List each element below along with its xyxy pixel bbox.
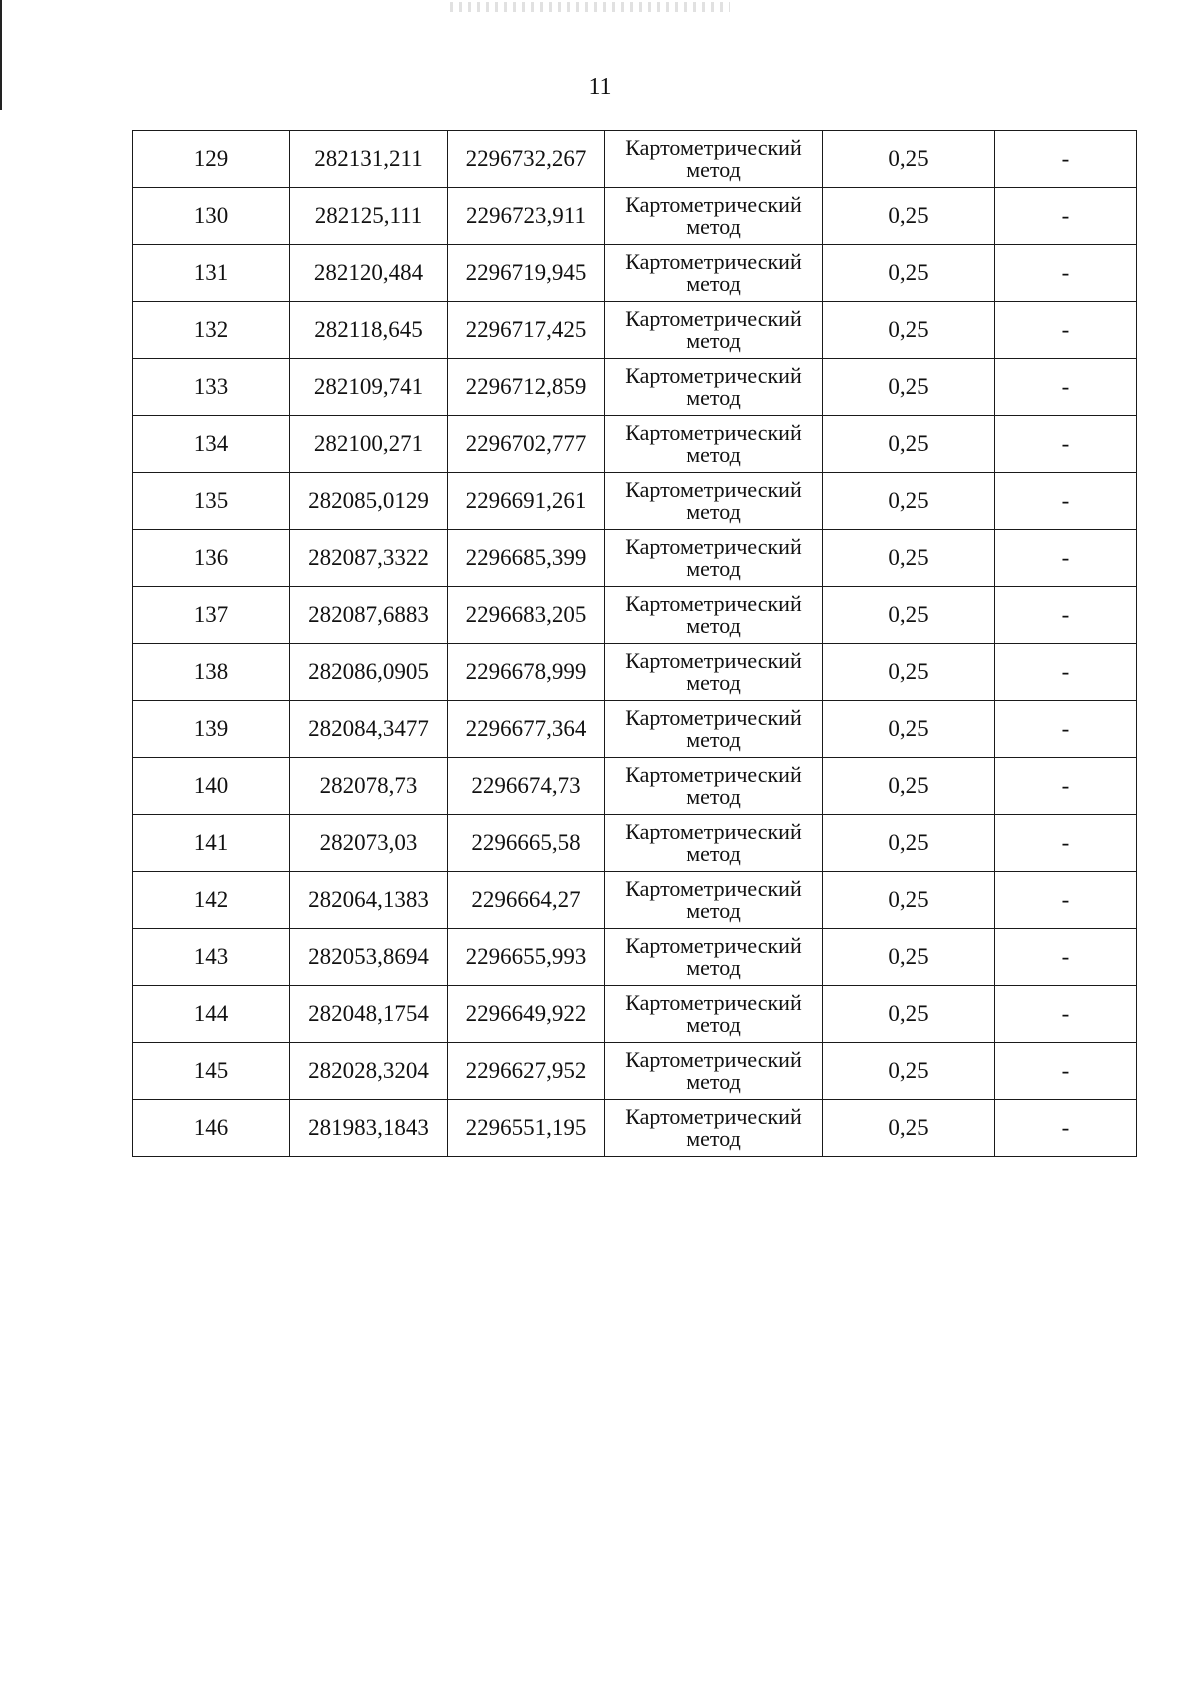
accuracy-cell: 0,25 xyxy=(823,188,995,245)
table-row xyxy=(133,188,1137,245)
accuracy-cell: 0,25 xyxy=(823,359,995,416)
table-row xyxy=(133,530,1137,587)
table-row xyxy=(133,1043,1137,1100)
method-cell xyxy=(605,587,823,644)
description-cell: - xyxy=(995,758,1137,815)
method-cell xyxy=(605,131,823,188)
y-coordinate-cell: 2296674,73 xyxy=(448,758,605,815)
method-line-2: метод xyxy=(686,157,741,182)
y-coordinate-cell: 2296627,952 xyxy=(448,1043,605,1100)
method-cell xyxy=(605,359,823,416)
description-cell: - xyxy=(995,701,1137,758)
method-cell xyxy=(605,1043,823,1100)
accuracy-cell: 0,25 xyxy=(823,530,995,587)
accuracy-cell: 0,25 xyxy=(823,644,995,701)
description-cell: - xyxy=(995,929,1137,986)
method-line-2: метод xyxy=(686,214,741,239)
table-row xyxy=(133,359,1137,416)
point-number-cell: 146 xyxy=(133,1100,290,1157)
point-number-cell: 136 xyxy=(133,530,290,587)
method-line-2: метод xyxy=(686,556,741,581)
point-number-cell: 132 xyxy=(133,302,290,359)
table-row xyxy=(133,986,1137,1043)
accuracy-cell: 0,25 xyxy=(823,701,995,758)
table-row xyxy=(133,758,1137,815)
method-line-2: метод xyxy=(686,727,741,752)
method-line-1: Картометрический xyxy=(625,477,802,502)
method-line-2: метод xyxy=(686,841,741,866)
point-number-cell: 144 xyxy=(133,986,290,1043)
y-coordinate-cell: 2296685,399 xyxy=(448,530,605,587)
method-cell xyxy=(605,1100,823,1157)
method-cell xyxy=(605,473,823,530)
description-cell: - xyxy=(995,530,1137,587)
point-number-cell: 143 xyxy=(133,929,290,986)
method-line-1: Картометрический xyxy=(625,420,802,445)
method-line-1: Картометрический xyxy=(625,192,802,217)
description-cell: - xyxy=(995,473,1137,530)
y-coordinate-cell: 2296678,999 xyxy=(448,644,605,701)
x-coordinate-cell: 282028,3204 xyxy=(290,1043,448,1100)
x-coordinate-cell: 282087,3322 xyxy=(290,530,448,587)
x-coordinate-cell: 282048,1754 xyxy=(290,986,448,1043)
description-cell: - xyxy=(995,587,1137,644)
description-cell: - xyxy=(995,815,1137,872)
x-coordinate-cell: 282087,6883 xyxy=(290,587,448,644)
point-number-cell: 133 xyxy=(133,359,290,416)
accuracy-cell: 0,25 xyxy=(823,587,995,644)
table-row xyxy=(133,644,1137,701)
method-line-1: Картометрический xyxy=(625,705,802,730)
point-number-cell: 134 xyxy=(133,416,290,473)
description-cell: - xyxy=(995,1100,1137,1157)
method-line-2: метод xyxy=(686,784,741,809)
method-line-1: Картометрический xyxy=(625,135,802,160)
accuracy-cell: 0,25 xyxy=(823,929,995,986)
point-number-cell: 129 xyxy=(133,131,290,188)
method-line-1: Картометрический xyxy=(625,534,802,559)
y-coordinate-cell: 2296712,859 xyxy=(448,359,605,416)
table-row xyxy=(133,131,1137,188)
point-number-cell: 139 xyxy=(133,701,290,758)
table-row xyxy=(133,587,1137,644)
method-line-2: метод xyxy=(686,328,741,353)
x-coordinate-cell: 282125,111 xyxy=(290,188,448,245)
method-line-1: Картометрический xyxy=(625,876,802,901)
point-number-cell: 141 xyxy=(133,815,290,872)
y-coordinate-cell: 2296683,205 xyxy=(448,587,605,644)
x-coordinate-cell: 282085,0129 xyxy=(290,473,448,530)
point-number-cell: 131 xyxy=(133,245,290,302)
method-cell xyxy=(605,188,823,245)
table-row xyxy=(133,1100,1137,1157)
method-cell xyxy=(605,644,823,701)
table-row xyxy=(133,473,1137,530)
scan-noise xyxy=(450,2,730,12)
description-cell: - xyxy=(995,188,1137,245)
method-cell xyxy=(605,929,823,986)
point-number-cell: 140 xyxy=(133,758,290,815)
method-line-1: Картометрический xyxy=(625,933,802,958)
method-line-2: метод xyxy=(686,1012,741,1037)
accuracy-cell: 0,25 xyxy=(823,815,995,872)
description-cell: - xyxy=(995,245,1137,302)
description-cell: - xyxy=(995,359,1137,416)
accuracy-cell: 0,25 xyxy=(823,302,995,359)
method-cell xyxy=(605,815,823,872)
y-coordinate-cell: 2296655,993 xyxy=(448,929,605,986)
method-line-2: метод xyxy=(686,1126,741,1151)
y-coordinate-cell: 2296551,195 xyxy=(448,1100,605,1157)
method-line-2: метод xyxy=(686,898,741,923)
page-number: 11 xyxy=(588,74,612,100)
accuracy-cell: 0,25 xyxy=(823,986,995,1043)
method-line-1: Картометрический xyxy=(625,648,802,673)
y-coordinate-cell: 2296723,911 xyxy=(448,188,605,245)
method-line-1: Картометрический xyxy=(625,819,802,844)
method-cell xyxy=(605,872,823,929)
method-line-2: метод xyxy=(686,271,741,296)
table-row xyxy=(133,302,1137,359)
x-coordinate-cell: 282064,1383 xyxy=(290,872,448,929)
method-line-2: метод xyxy=(686,613,741,638)
point-number-cell: 142 xyxy=(133,872,290,929)
description-cell: - xyxy=(995,302,1137,359)
method-line-2: метод xyxy=(686,385,741,410)
table-row xyxy=(133,929,1137,986)
accuracy-cell: 0,25 xyxy=(823,1043,995,1100)
description-cell: - xyxy=(995,1043,1137,1100)
x-coordinate-cell: 282100,271 xyxy=(290,416,448,473)
y-coordinate-cell: 2296664,27 xyxy=(448,872,605,929)
table-row xyxy=(133,245,1137,302)
method-cell xyxy=(605,302,823,359)
point-number-cell: 135 xyxy=(133,473,290,530)
description-cell: - xyxy=(995,416,1137,473)
y-coordinate-cell: 2296719,945 xyxy=(448,245,605,302)
point-number-cell: 145 xyxy=(133,1043,290,1100)
x-coordinate-cell: 282078,73 xyxy=(290,758,448,815)
method-line-2: метод xyxy=(686,442,741,467)
point-number-cell: 138 xyxy=(133,644,290,701)
y-coordinate-cell: 2296677,364 xyxy=(448,701,605,758)
method-cell xyxy=(605,530,823,587)
accuracy-cell: 0,25 xyxy=(823,473,995,530)
method-line-1: Картометрический xyxy=(625,591,802,616)
method-line-1: Картометрический xyxy=(625,306,802,331)
method-cell xyxy=(605,245,823,302)
description-cell: - xyxy=(995,131,1137,188)
x-coordinate-cell: 282053,8694 xyxy=(290,929,448,986)
method-line-1: Картометрический xyxy=(625,762,802,787)
method-line-2: метод xyxy=(686,670,741,695)
method-line-2: метод xyxy=(686,499,741,524)
point-number-cell: 137 xyxy=(133,587,290,644)
y-coordinate-cell: 2296665,58 xyxy=(448,815,605,872)
y-coordinate-cell: 2296691,261 xyxy=(448,473,605,530)
y-coordinate-cell: 2296717,425 xyxy=(448,302,605,359)
x-coordinate-cell: 282118,645 xyxy=(290,302,448,359)
point-number-cell: 130 xyxy=(133,188,290,245)
method-cell xyxy=(605,758,823,815)
description-cell: - xyxy=(995,644,1137,701)
table-row xyxy=(133,872,1137,929)
description-cell: - xyxy=(995,872,1137,929)
accuracy-cell: 0,25 xyxy=(823,416,995,473)
x-coordinate-cell: 282086,0905 xyxy=(290,644,448,701)
x-coordinate-cell: 282073,03 xyxy=(290,815,448,872)
method-cell xyxy=(605,416,823,473)
coordinates-table xyxy=(132,130,1137,1157)
method-cell xyxy=(605,701,823,758)
accuracy-cell: 0,25 xyxy=(823,245,995,302)
x-coordinate-cell: 282084,3477 xyxy=(290,701,448,758)
method-line-1: Картометрический xyxy=(625,249,802,274)
accuracy-cell: 0,25 xyxy=(823,872,995,929)
x-coordinate-cell: 282120,484 xyxy=(290,245,448,302)
table-row xyxy=(133,416,1137,473)
x-coordinate-cell: 282131,211 xyxy=(290,131,448,188)
method-line-2: метод xyxy=(686,1069,741,1094)
accuracy-cell: 0,25 xyxy=(823,758,995,815)
method-cell xyxy=(605,986,823,1043)
coordinates-table-body xyxy=(133,131,1137,1157)
method-line-2: метод xyxy=(686,955,741,980)
table-row xyxy=(133,701,1137,758)
y-coordinate-cell: 2296649,922 xyxy=(448,986,605,1043)
accuracy-cell: 0,25 xyxy=(823,1100,995,1157)
y-coordinate-cell: 2296732,267 xyxy=(448,131,605,188)
description-cell: - xyxy=(995,986,1137,1043)
accuracy-cell: 0,25 xyxy=(823,131,995,188)
x-coordinate-cell: 282109,741 xyxy=(290,359,448,416)
method-line-1: Картометрический xyxy=(625,363,802,388)
method-line-1: Картометрический xyxy=(625,1047,802,1072)
method-line-1: Картометрический xyxy=(625,1104,802,1129)
y-coordinate-cell: 2296702,777 xyxy=(448,416,605,473)
table-row xyxy=(133,815,1137,872)
x-coordinate-cell: 281983,1843 xyxy=(290,1100,448,1157)
method-line-1: Картометрический xyxy=(625,990,802,1015)
